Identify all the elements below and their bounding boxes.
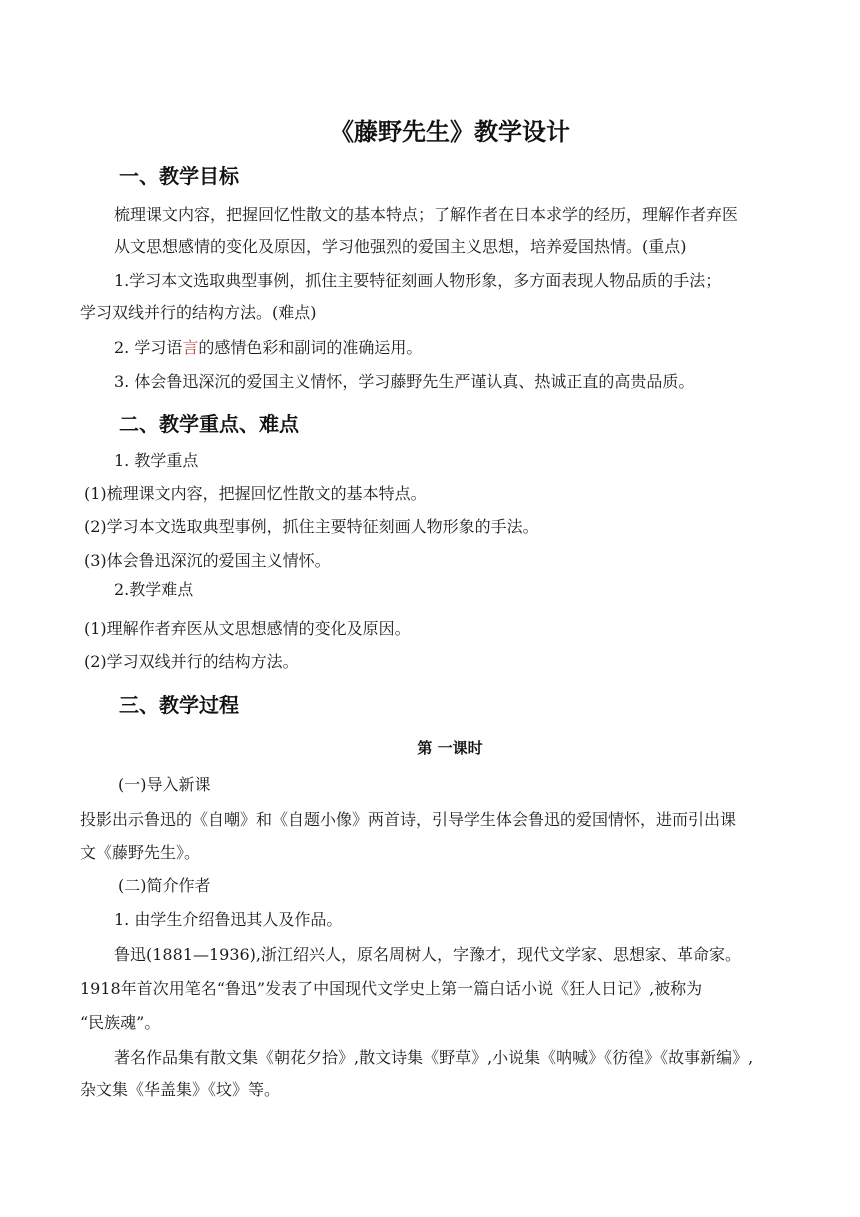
objective-item-3: 3. 体会鲁迅深沉的爱国主义情怀，学习藤野先生严谨认真、热诚正直的高贵品质。 <box>114 372 695 391</box>
section-heading-objectives: 一、教学目标 <box>119 164 239 188</box>
bio-paragraph-line-1: 鲁迅(1881—1936),浙江绍兴人，原名周树人，字豫才，现代文学家、思想家、革命家。 <box>114 945 742 964</box>
key-point-3: (3)体会鲁迅深沉的爱国主义情怀。 <box>84 551 331 570</box>
part-1-heading: (一)导入新课 <box>118 775 211 794</box>
objective-item-2 <box>114 338 422 358</box>
section-heading-process: 三、教学过程 <box>119 693 239 717</box>
objective-paragraph-line-2: 从文思想感情的变化及原因，学习他强烈的爱国主义思想，培养爱国热情。(重点) <box>114 237 687 256</box>
works-paragraph-line-1: 著名作品集有散文集《朝花夕拾》,散文诗集《野草》,小说集《呐喊》《彷徨》《故事新编》, <box>114 1048 754 1067</box>
objective-item-1-line-1: 1.学习本文选取典型事例，抓住主要特征刻画人物形象，多方面表现人物品质的手法； <box>114 271 722 290</box>
intro-paragraph-line-1: 投影出示鲁迅的《自嘲》和《自题小像》两首诗，引导学生体会鲁迅的爱国情怀，进而引出课 <box>80 810 737 829</box>
section-heading-key-points: 二、教学重点、难点 <box>119 412 299 436</box>
key-points-label: 1. 教学重点 <box>114 451 199 470</box>
part-2-heading: (二)简介作者 <box>118 876 211 895</box>
objective-item-2-highlight: 言 <box>182 338 199 357</box>
document-title: 《藤野先生》教学设计 <box>330 118 570 146</box>
difficulties-label: 2.教学难点 <box>114 580 194 599</box>
intro-paragraph-line-2: 文《藤野先生》。 <box>80 843 201 862</box>
lesson-subtitle: 第 一课时 <box>417 739 483 757</box>
difficulty-1: (1)理解作者弃医从文思想感情的变化及原因。 <box>84 619 411 638</box>
objective-item-1-line-2: 学习双线并行的结构方法。(难点) <box>80 303 317 322</box>
objective-item-2-text-a: 2. 学习语 <box>114 338 183 357</box>
step-1: 1. 由学生介绍鲁迅其人及作品。 <box>114 910 343 929</box>
bio-paragraph-line-2: 1918年首次用笔名“鲁迅”发表了中国现代文学史上第一篇白话小说《狂人日记》,被称为 <box>80 979 703 998</box>
difficulty-2: (2)学习双线并行的结构方法。 <box>84 652 299 671</box>
bio-paragraph-line-3: “民族魂”。 <box>80 1013 161 1032</box>
objective-item-2-text-b: 的感情色彩和副词的准确运用。 <box>198 338 423 357</box>
objective-paragraph-line-1: 梳理课文内容，把握回忆性散文的基本特点；了解作者在日本求学的经历，理解作者弃医 <box>114 205 739 224</box>
key-point-2: (2)学习本文选取典型事例，抓住主要特征刻画人物形象的手法。 <box>84 517 539 536</box>
works-paragraph-line-2: 杂文集《华盖集》《坟》等。 <box>80 1080 281 1099</box>
key-point-1: (1)梳理课文内容，把握回忆性散文的基本特点。 <box>84 484 427 503</box>
